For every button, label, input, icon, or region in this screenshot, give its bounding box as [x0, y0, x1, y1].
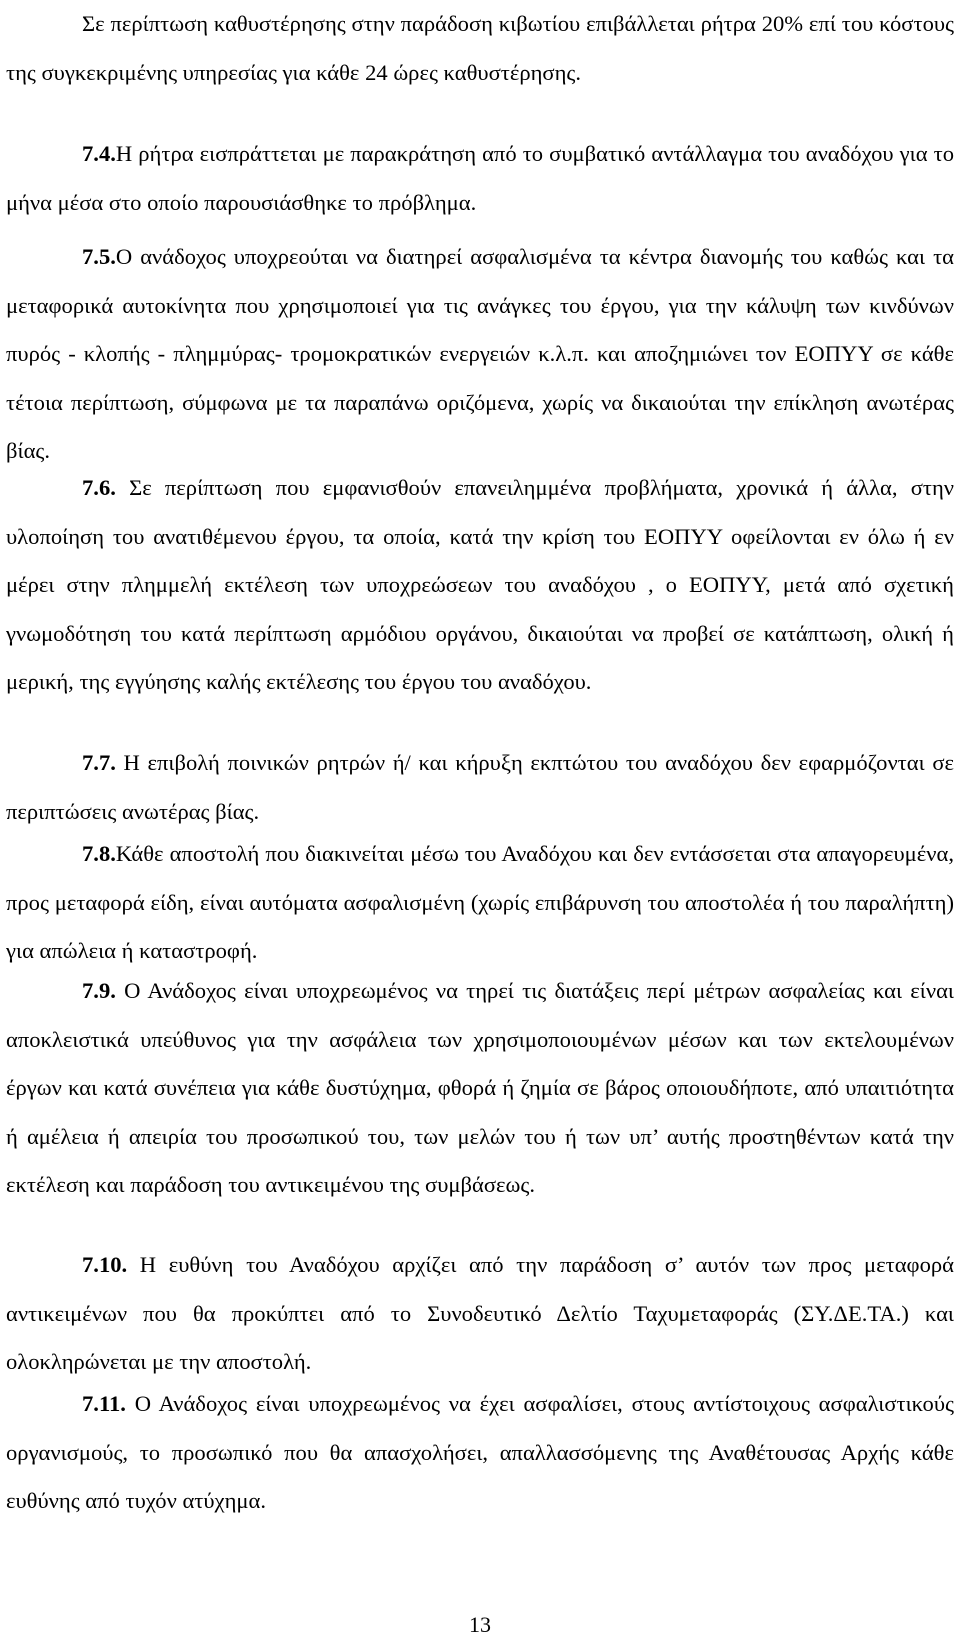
- paragraph-text: Κάθε αποστολή που διακινείται μέσω του Αναδόχου και δεν εντάσσεται στα απαγορευμένα, προς μεταφορά είδη, είναι αυτόματα ασφαλισμένη (χωρίς επιβάρυνση του αποστολέα ή του παραλήπτη) για απώλεια ή καταστροφή.: [6, 841, 954, 963]
- paragraph-7-4: [6, 130, 954, 227]
- paragraph-7-6: [6, 464, 954, 707]
- paragraph-text: Ο ανάδοχος υποχρεούται να διατηρεί ασφαλισμένα τα κέντρα διανομής του καθώς και τα μεταφορικά αυτοκίνητα που χρησιμοποιεί για τις ανάγκες του έργου, για την κάλυψη των κινδύνων πυρός - κλοπής - πλημμύρας- τρομοκρατικών ενεργειών κ.λ.π. και αποζημιώνει τον ΕΟΠΥΥ σε κάθε τέτοια περίπτωση, σύμφωνα με τα παραπάνω οριζόμενα, χωρίς να δικαιούται την επίκληση ανωτέρας βίας.: [6, 244, 954, 463]
- paragraph-text: Η ευθύνη του Αναδόχου αρχίζει από την παράδοση σ’ αυτόν των προς μεταφορά αντικειμένων που θα προκύπτει από το Συνοδευτικό Δελτίο Ταχυμεταφοράς (ΣΥ.ΔΕ.ΤΑ.) και ολοκληρώνεται με την αποστολή.: [6, 1252, 954, 1374]
- clause-number: 7.10.: [82, 1252, 128, 1277]
- paragraph-text: Σε περίπτωση καθυστέρησης στην παράδοση κιβωτίου επιβάλλεται ρήτρα 20% επί του κόστους της συγκεκριμένης υπηρεσίας για κάθε 24 ώρες καθυστέρησης.: [6, 11, 954, 85]
- paragraph-7-9: [6, 967, 954, 1210]
- paragraph-7-3-continuation: [6, 0, 954, 97]
- paragraph-text: Η ρήτρα εισπράττεται με παρακράτηση από το συμβατικό αντάλλαγμα του αναδόχου για το μήνα μέσα στο οποίο παρουσιάσθηκε το πρόβλημα.: [6, 141, 954, 215]
- paragraph-text: Ο Ανάδοχος είναι υποχρεωμένος να έχει ασφαλίσει, στους αντίστοιχους ασφαλιστικούς οργανισμούς, το προσωπικό που θα απασχολήσει, απαλλασσόμενης της Αναθέτουσας Αρχής κάθε ευθύνης από τυχόν ατύχημα.: [6, 1391, 954, 1513]
- clause-number: 7.8.: [82, 841, 116, 866]
- paragraph-7-7: [6, 739, 954, 836]
- clause-number: 7.9.: [82, 978, 116, 1003]
- paragraph-text: Η επιβολή ποινικών ρητρών ή/ και κήρυξη εκπτώτου του αναδόχου δεν εφαρμόζονται σε περιπτώσεις ανωτέρας βίας.: [6, 750, 954, 824]
- paragraph-text: Ο Ανάδοχος είναι υποχρεωμένος να τηρεί τις διατάξεις περί μέτρων ασφαλείας και είναι αποκλειστικά υπεύθυνος για την ασφάλεια των χρησιμοποιουμένων μέσων και των εκτελουμένων έργων και κατά συνέπεια για κάθε δυστύχημα, φθορά ή ζημία σε βάρος οποιουδήποτε, από υπαιτιότητα ή αμέλεια ή απειρία του προσωπικού του, των μελών του ή των υπ’ αυτής προστηθέντων κατά την εκτέλεση και παράδοση του αντικειμένου της συμβάσεως.: [6, 978, 954, 1197]
- paragraph-text: Σε περίπτωση που εμφανισθούν επανειλημμένα προβλήματα, χρονικά ή άλλα, στην υλοποίηση του ανατιθέμενου έργου, τα οποία, κατά την κρίση του ΕΟΠΥΥ οφείλονται εν όλω ή εν μέρει στην πλημμελή εκτέλεση των υποχρεώσεων του αναδόχου , ο ΕΟΠΥΥ, μετά από σχετική γνωμοδότηση του κατά περίπτωση αρμόδιου οργάνου, δικαιούται να προβεί σε κατάπτωση, ολική ή μερική, της εγγύησης καλής εκτέλεσης του έργου του αναδόχου.: [6, 475, 954, 694]
- paragraph-7-11: [6, 1380, 954, 1526]
- clause-number: 7.11.: [82, 1391, 126, 1416]
- page-number: 13: [469, 1612, 491, 1637]
- paragraph-7-10: [6, 1241, 954, 1387]
- clause-number: 7.6.: [82, 475, 116, 500]
- paragraph-7-5: [6, 233, 954, 476]
- clause-number: 7.5.: [82, 244, 116, 269]
- paragraph-7-8: [6, 830, 954, 976]
- clause-number: 7.7.: [82, 750, 116, 775]
- clause-number: 7.4.: [82, 141, 116, 166]
